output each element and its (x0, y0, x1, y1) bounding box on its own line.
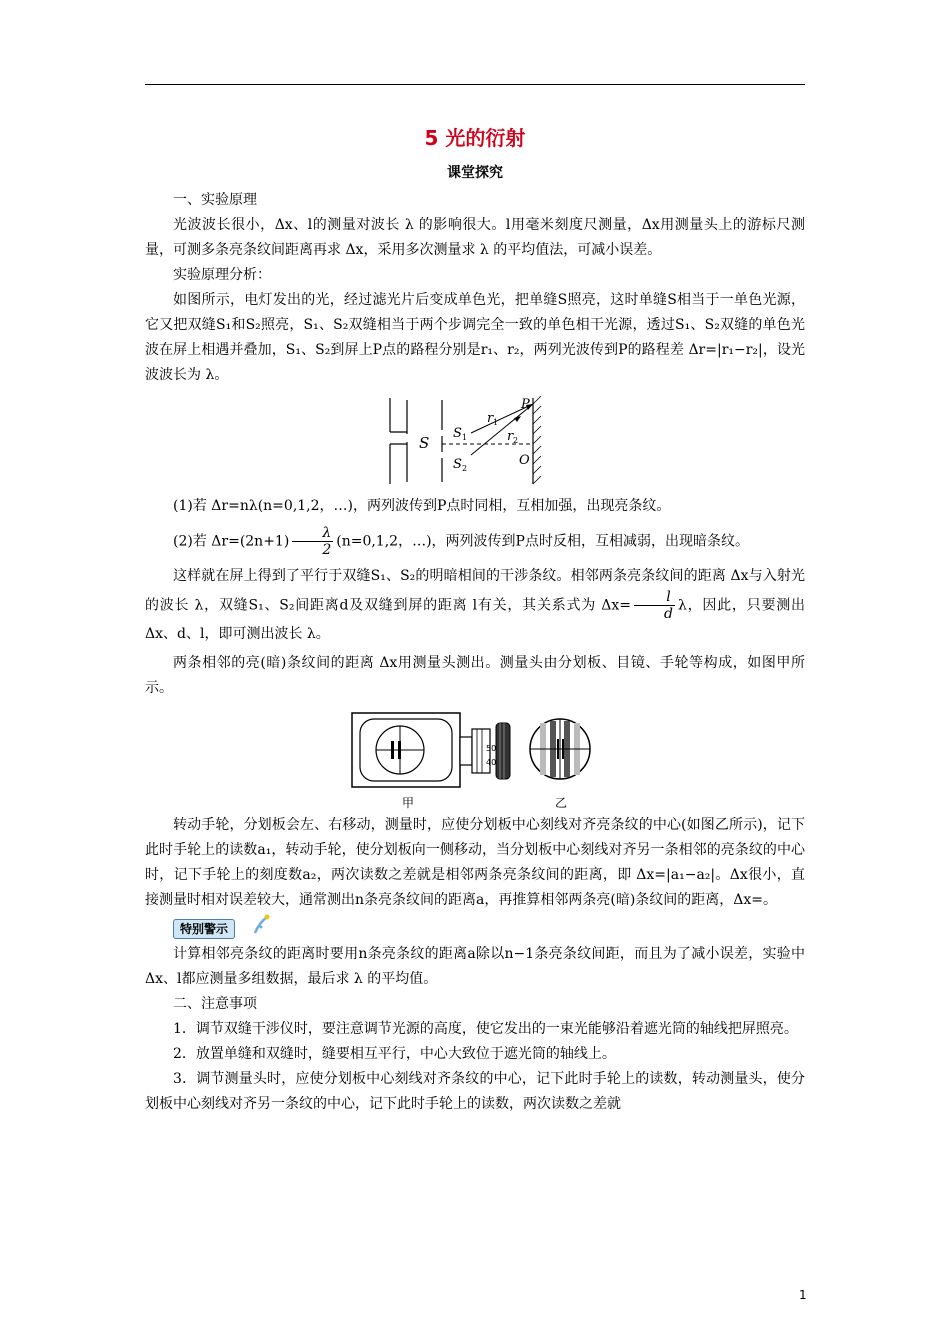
label-s: S (419, 434, 430, 452)
fraction-lambda-over-2 (292, 525, 333, 558)
scale-50: 50 (486, 744, 497, 753)
paragraph-reading: 转动手轮，分划板会左、右移动，测量时，应使分划板中心刻线对齐亮条纹的中心(如图乙所示)，记下此时手轮上的读数a₁，转动手轮，使分划板向一侧移动，当分划板中心刻线对齐另一条相邻的亮条纹的中心时，记下手轮上的刻度数a₂，两次读数之差就是相邻两条亮条纹间的距离，即 Δx=|a₁−a₂|。Δx很小，直接测量时相对误差较大，通常测出n条亮条纹间的距离a，再推算相邻两条亮(暗)条纹间的距离，Δx=。 (145, 817, 805, 908)
analysis-heading: 实验原理分析： (173, 267, 271, 283)
scale-40: 40 (486, 758, 497, 767)
paragraph-measuring-head: 两条相邻的亮(暗)条纹间的距离 Δx用测量头测出。测量头由分划板、目镜、手轮等构成，如图甲所示。 (145, 655, 805, 696)
label-s1-sub: 1 (462, 433, 468, 442)
label-s2-sub: 2 (462, 464, 468, 473)
section-heading-principle: 一、实验原理 (173, 192, 257, 208)
page-number: 1 (799, 1288, 807, 1302)
paragraph-fringes (145, 564, 805, 647)
label-s1: S (453, 426, 462, 441)
section-heading-notes: 二、注意事项 (173, 996, 257, 1012)
note-3: 3．调节测量头时，应使分划板中心刻线对齐条纹的中心，记下此时手轮上的读数，转动测量头，使分划板中心刻线对齐另一条纹的中心，记下此时手轮上的读数，两次读数之差就 (145, 1071, 805, 1112)
fraction-denominator: d (664, 606, 673, 622)
warning-badge (173, 917, 235, 942)
paragraph-fringes-b: λ，因此，只要测出 Δx、d、l，即可测出波长 λ。 (145, 597, 806, 642)
paragraph-warning: 计算相邻亮条纹的距离时要用n条亮条纹的距离a除以n−1条亮条纹间距，而且为了减小误差，实验中 Δx、l都应测量多组数据，最后求 λ 的平均值。 (145, 946, 805, 987)
condition-bright: (1)若 Δr=nλ(n=0,1,2，…)，两列波传到P点时同相，互相加强，出现亮条纹。 (173, 498, 671, 514)
fraction-l-over-d (634, 589, 675, 622)
condition-dark-post: (n=0,1,2，…)，两列波传到P点时反相，互相减弱，出现暗条纹。 (336, 533, 749, 550)
paragraph-fringes-a: 这样就在屏上得到了平行于双缝S₁、S₂的明暗相间的干涉条纹。相邻两条亮条纹间的距离 Δx与入射光的波长 λ，双缝S₁、S₂间距离d及双缝到屏的距离 l有关，其关系式为 Δx= (145, 568, 805, 614)
paragraph-principle: 光波波长很小，Δx、l的测量对波长 λ 的影响很大。l用毫米刻度尺测量，Δx用测量头上的游标尺测量，可测多条亮条纹间距离再求 Δx，采用多次测量求 λ 的平均值法，可减小误差。 (145, 217, 805, 258)
note-2: 2．放置单缝和双缝时，缝要相互平行，中心大致位于遮光筒的轴线上。 (173, 1046, 616, 1062)
fraction-denominator: 2 (322, 542, 332, 558)
label-p: P (521, 397, 530, 412)
label-r1: r (487, 411, 494, 426)
section-subtitle: 课堂探究 (447, 165, 503, 181)
measuring-head-diagram (350, 711, 600, 811)
fraction-numerator: l (634, 589, 675, 606)
label-r2-sub: 2 (513, 436, 519, 445)
note-1: 1．调节双缝干涉仪时，要注意调节光源的高度，使它发出的一束光能够沿着遮光筒的轴线把屏照亮。 (173, 1021, 798, 1037)
paragraph-analysis: 如图所示，电灯发出的光，经过滤光片后变成单色光，把单缝S照亮，这时单缝S相当于一单色光源，它又把双缝S₁和S₂照亮，S₁、S₂双缝相当于两个步调完全一致的单色相干光源，透过S₁、S₂双缝的单色光波在屏上相遇并叠加，S₁、S₂到屏上P点的路程分别是r₁、r₂，两列光波传到P的路程差 Δr=|r₁−r₂|，设光波波长为 λ。 (145, 292, 805, 383)
label-r2: r (507, 429, 514, 444)
sparkle-icon (249, 913, 271, 937)
condition-dark-pre: (2)若 Δr=(2n+1) (173, 533, 290, 550)
label-s2: S (453, 457, 462, 472)
fraction-numerator: λ (292, 525, 333, 542)
label-jia: 甲 (402, 796, 415, 810)
double-slit-diagram (387, 394, 563, 490)
document-body (145, 188, 805, 1117)
label-yi: 乙 (555, 796, 568, 810)
label-o: O (519, 453, 530, 468)
label-r1-sub: 1 (493, 418, 499, 427)
header-rule (145, 84, 805, 85)
warning-badge-label: 特别警示 (173, 919, 235, 939)
page-title: 5 光的衍射 (424, 126, 526, 150)
condition-dark (145, 525, 805, 558)
